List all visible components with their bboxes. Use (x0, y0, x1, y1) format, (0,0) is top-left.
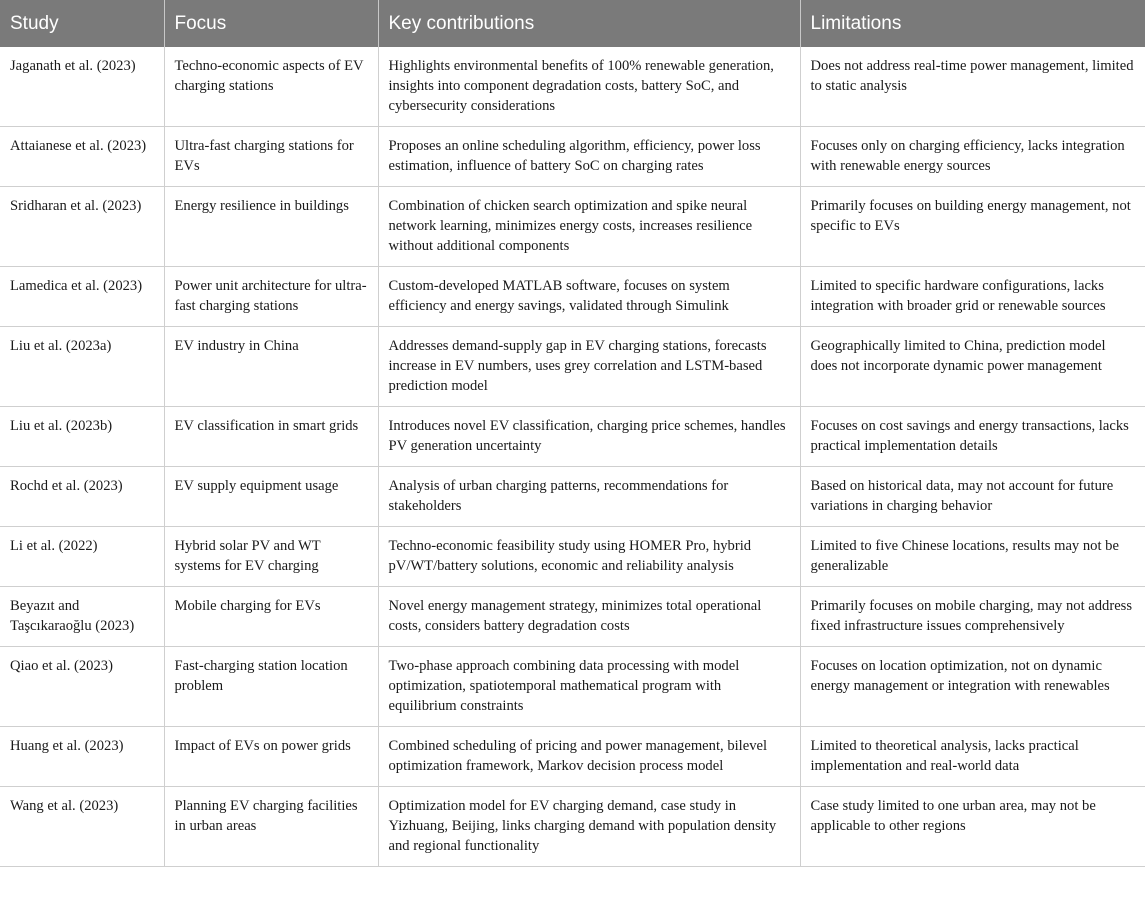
cell-limitations: Limited to theoretical analysis, lacks practical implementation and real-world data (800, 727, 1145, 787)
table-row (0, 467, 1145, 527)
cell-focus: EV classification in smart grids (164, 407, 378, 467)
cell-study: Huang et al. (2023) (0, 727, 164, 787)
cell-study: Li et al. (2022) (0, 527, 164, 587)
cell-key-contributions: Introduces novel EV classification, charging price schemes, handles PV generation uncertainty (378, 407, 800, 467)
cell-study: Liu et al. (2023b) (0, 407, 164, 467)
cell-focus: EV supply equipment usage (164, 467, 378, 527)
header-row (0, 0, 1145, 47)
cell-study: Liu et al. (2023a) (0, 327, 164, 407)
cell-focus: Ultra-fast charging stations for EVs (164, 127, 378, 187)
cell-key-contributions: Novel energy management strategy, minimizes total operational costs, considers battery degradation costs (378, 587, 800, 647)
cell-key-contributions: Techno-economic feasibility study using HOMER Pro, hybrid pV/WT/battery solutions, economic and reliability analysis (378, 527, 800, 587)
cell-limitations: Primarily focuses on mobile charging, may not address fixed infrastructure issues comprehensively (800, 587, 1145, 647)
cell-study: Qiao et al. (2023) (0, 647, 164, 727)
table-row (0, 587, 1145, 647)
header-study: Study (0, 0, 164, 47)
table-row (0, 527, 1145, 587)
cell-focus: EV industry in China (164, 327, 378, 407)
cell-limitations: Case study limited to one urban area, may not be applicable to other regions (800, 787, 1145, 867)
cell-key-contributions: Combined scheduling of pricing and power management, bilevel optimization framework, Markov decision process model (378, 727, 800, 787)
cell-focus: Fast-charging station location problem (164, 647, 378, 727)
header-limitations: Limitations (800, 0, 1145, 47)
header-key-contributions: Key contributions (378, 0, 800, 47)
table-row (0, 127, 1145, 187)
table-row (0, 727, 1145, 787)
cell-study: Beyazıt and Taşcıkaraoğlu (2023) (0, 587, 164, 647)
cell-key-contributions: Combination of chicken search optimization and spike neural network learning, minimizes energy costs, increases resilience without additional components (378, 187, 800, 267)
cell-limitations: Primarily focuses on building energy management, not specific to EVs (800, 187, 1145, 267)
cell-study: Attaianese et al. (2023) (0, 127, 164, 187)
cell-study: Sridharan et al. (2023) (0, 187, 164, 267)
cell-key-contributions: Optimization model for EV charging demand, case study in Yizhuang, Beijing, links charging demand with population density and regional functionality (378, 787, 800, 867)
cell-key-contributions: Custom-developed MATLAB software, focuses on system efficiency and energy savings, validated through Simulink (378, 267, 800, 327)
cell-focus: Impact of EVs on power grids (164, 727, 378, 787)
cell-key-contributions: Proposes an online scheduling algorithm, efficiency, power loss estimation, influence of battery SoC on charging rates (378, 127, 800, 187)
cell-limitations: Focuses on location optimization, not on dynamic energy management or integration with renewables (800, 647, 1145, 727)
cell-study: Wang et al. (2023) (0, 787, 164, 867)
cell-study: Jaganath et al. (2023) (0, 47, 164, 127)
cell-key-contributions: Highlights environmental benefits of 100% renewable generation, insights into component degradation costs, battery SoC, and cybersecurity considerations (378, 47, 800, 127)
cell-limitations: Limited to specific hardware configurations, lacks integration with broader grid or renewable sources (800, 267, 1145, 327)
cell-limitations: Limited to five Chinese locations, results may not be generalizable (800, 527, 1145, 587)
cell-key-contributions: Addresses demand-supply gap in EV charging stations, forecasts increase in EV numbers, uses grey correlation and LSTM-based prediction model (378, 327, 800, 407)
cell-focus: Mobile charging for EVs (164, 587, 378, 647)
cell-focus: Planning EV charging facilities in urban areas (164, 787, 378, 867)
table-row (0, 187, 1145, 267)
table-row (0, 407, 1145, 467)
table-header (0, 0, 1145, 47)
cell-limitations: Focuses only on charging efficiency, lacks integration with renewable energy sources (800, 127, 1145, 187)
cell-limitations: Based on historical data, may not account for future variations in charging behavior (800, 467, 1145, 527)
cell-key-contributions: Analysis of urban charging patterns, recommendations for stakeholders (378, 467, 800, 527)
table-row (0, 327, 1145, 407)
cell-focus: Energy resilience in buildings (164, 187, 378, 267)
cell-focus: Techno-economic aspects of EV charging stations (164, 47, 378, 127)
cell-study: Rochd et al. (2023) (0, 467, 164, 527)
header-focus: Focus (164, 0, 378, 47)
table-row (0, 47, 1145, 127)
table-row (0, 787, 1145, 867)
cell-focus: Power unit architecture for ultra-fast charging stations (164, 267, 378, 327)
cell-key-contributions: Two-phase approach combining data processing with model optimization, spatiotemporal mathematical program with equilibrium constraints (378, 647, 800, 727)
cell-focus: Hybrid solar PV and WT systems for EV charging (164, 527, 378, 587)
table-row (0, 267, 1145, 327)
cell-limitations: Geographically limited to China, prediction model does not incorporate dynamic power management (800, 327, 1145, 407)
cell-limitations: Does not address real-time power management, limited to static analysis (800, 47, 1145, 127)
cell-limitations: Focuses on cost savings and energy transactions, lacks practical implementation details (800, 407, 1145, 467)
table-row (0, 647, 1145, 727)
table-body (0, 47, 1145, 867)
cell-study: Lamedica et al. (2023) (0, 267, 164, 327)
